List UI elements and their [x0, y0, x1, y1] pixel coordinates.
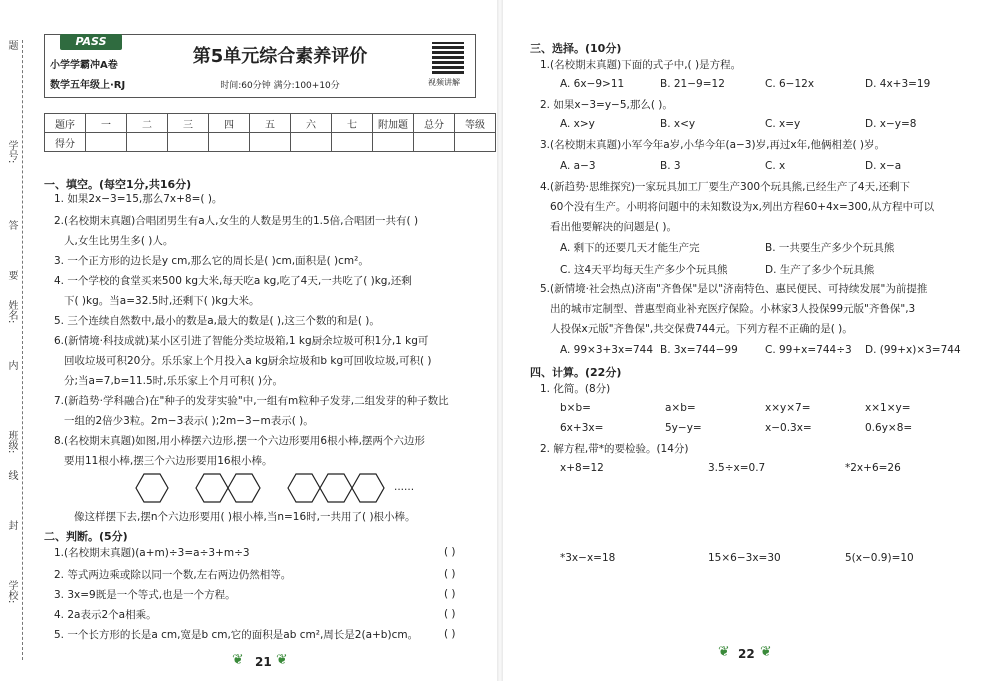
choice-option[interactable]: D. 4x+3=19	[865, 78, 931, 90]
fill-question: 7.(新趋势·学科融合)在"种子的发芽实验"中,一组有m粒种子发芽,二组发芽的种子数比	[54, 395, 449, 407]
table-cell: 四	[209, 114, 250, 133]
choice-question: 看出他要解决的问题是( )。	[550, 221, 678, 233]
answer-paren[interactable]: ( )	[444, 588, 456, 600]
score-input-cell[interactable]	[86, 133, 127, 152]
hexagon-1	[136, 474, 168, 502]
sub-heading-simplify: 1. 化简。(8分)	[540, 383, 611, 395]
answer-paren[interactable]: ( )	[444, 608, 456, 620]
choice-option[interactable]: B. 一共要生产多少个玩具熊	[765, 242, 895, 254]
qr-label: 视频讲解	[428, 78, 460, 87]
equation-item: x+8=12	[560, 462, 604, 474]
binding-seal-char: 答	[6, 220, 17, 230]
continuation-dots: ......	[394, 481, 415, 493]
hexagon-3a	[288, 474, 320, 502]
binding-school-label: 学校:	[6, 580, 17, 604]
binding-id-label: 学号:	[6, 140, 17, 164]
binding-seal-char: 要	[6, 270, 17, 280]
equation-item: 5(x−0.9)=10	[845, 552, 914, 564]
section-heading-judge: 二、判断。(5分)	[44, 530, 128, 543]
fill-question: 分;当a=7,b=11.5时,乐乐家上个月可积( )分。	[64, 375, 283, 387]
fill-question: 回收垃圾可积20分。乐乐家上个月投入a kg厨余垃圾和b kg可回收垃圾,可积( )	[64, 355, 432, 367]
hexagon-3c	[352, 474, 384, 502]
simplify-item: 0.6y×8=	[865, 422, 913, 434]
section-heading-calc: 四、计算。(22分)	[530, 366, 622, 379]
series-name: 小学学霸冲A卷	[50, 60, 118, 71]
table-cell: 总分	[414, 114, 455, 133]
fill-question: 人,女生比男生多( )人。	[64, 235, 174, 247]
table-cell: 二	[127, 114, 168, 133]
fill-question: 1. 如果2x−3=15,那么7x+8=( )。	[54, 193, 223, 205]
simplify-item: x×1×y=	[865, 402, 911, 414]
fill-question: 5. 三个连续自然数中,最小的数是a,最大的数是( ),这三个数的和是( )。	[54, 315, 380, 327]
score-table-header-row	[45, 114, 496, 133]
choice-question: 60个没有生产。小明将问题中的未知数设为x,列出方程60+4x=300,从方程中可以	[550, 201, 935, 213]
score-input-cell[interactable]	[373, 133, 414, 152]
score-input-cell[interactable]	[291, 133, 332, 152]
choice-option[interactable]: B. 3	[660, 160, 681, 172]
fill-question: 6.(新情境·科技成就)某小区引进了智能分类垃圾箱,1 kg厨余垃圾可积1分,1 kg可	[54, 335, 429, 347]
page-title: 第5单元综合素养评价	[192, 46, 368, 67]
choice-option[interactable]: A. 99×3+3x=744	[560, 344, 654, 356]
choice-option[interactable]: A. 6x−9>11	[560, 78, 625, 90]
score-input-cell[interactable]	[455, 133, 496, 152]
score-input-cell[interactable]	[209, 133, 250, 152]
binding-seal-char: 内	[6, 360, 17, 370]
simplify-item: a×b=	[665, 402, 696, 414]
hexagon-2a	[196, 474, 228, 502]
hexagon-figure	[130, 470, 430, 506]
leaf-icon: ❦	[760, 644, 772, 660]
binding-cut-line	[22, 40, 23, 660]
leaf-icon: ❦	[718, 644, 730, 660]
table-cell: 三	[168, 114, 209, 133]
right-page	[500, 0, 1000, 681]
page-number: 22	[738, 647, 755, 661]
answer-paren[interactable]: ( )	[444, 546, 456, 558]
simplify-item: x−0.3x=	[765, 422, 812, 434]
fill-question: 像这样摆下去,摆n个六边形要用( )根小棒,当n=16时,一共用了( )根小棒。	[74, 511, 416, 523]
choice-option[interactable]: D. 生产了多少个玩具熊	[765, 264, 875, 276]
choice-option[interactable]: B. x<y	[660, 118, 696, 130]
table-cell: 得分	[45, 133, 86, 152]
pass-logo: PASS	[60, 34, 122, 50]
score-input-cell[interactable]	[127, 133, 168, 152]
choice-option[interactable]: B. 21−9=12	[660, 78, 725, 90]
choice-option[interactable]: A. 剩下的还要几天才能生产完	[560, 242, 700, 254]
table-cell: 附加题	[373, 114, 414, 133]
fill-question: 8.(名校期末真题)如图,用小棒摆六边形,摆一个六边形要用6根小棒,摆两个六边形	[54, 435, 425, 447]
choice-question: 5.(新情境·社会热点)济南"齐鲁保"是以"济南特色、惠民便民、可持续发展"为前提推	[540, 283, 928, 295]
simplify-item: 5y−y=	[665, 422, 702, 434]
exam-info: 时间:60分钟 满分:100+10分	[220, 81, 340, 91]
choice-option[interactable]: D. x−y=8	[865, 118, 917, 130]
fill-question: 3. 一个正方形的边长是y cm,那么它的周长是( )cm,面积是( )cm²。	[54, 255, 369, 267]
choice-option[interactable]: C. 这4天平均每天生产多少个玩具熊	[560, 264, 728, 276]
answer-paren[interactable]: ( )	[444, 568, 456, 580]
score-input-cell[interactable]	[250, 133, 291, 152]
choice-option[interactable]: C. 99+x=744÷3	[765, 344, 852, 356]
equation-item: *2x+6=26	[845, 462, 901, 474]
choice-option[interactable]: D. x−a	[865, 160, 902, 172]
fill-question: 一组的2倍少3粒。2m−3表示( );2m−3−m表示( )。	[64, 415, 314, 427]
table-cell: 六	[291, 114, 332, 133]
section-heading-choice: 三、选择。(10分)	[530, 42, 622, 55]
simplify-item: b×b=	[560, 402, 591, 414]
binding-seal-char: 题	[6, 40, 17, 50]
choice-option[interactable]: A. x>y	[560, 118, 595, 130]
judge-question: 5. 一个长方形的长是a cm,宽是b cm,它的面积是ab cm²,周长是2(a+b)cm。	[54, 629, 419, 641]
score-table	[44, 113, 496, 152]
binding-seal-char: 线	[6, 470, 17, 480]
hexagon-2b	[228, 474, 260, 502]
choice-question: 3.(名校期末真题)小军今年a岁,小华今年(a−3)岁,再过x年,他俩相差( )岁。	[540, 139, 886, 151]
equation-item: 15×6−3x=30	[708, 552, 781, 564]
choice-question: 4.(新趋势·思维探究)一家玩具加工厂要生产300个玩具熊,已经生产了4天,还剩下	[540, 181, 910, 193]
fill-question: 下( )kg。当a=32.5时,还剩下( )kg大米。	[64, 295, 260, 307]
answer-paren[interactable]: ( )	[444, 628, 456, 640]
judge-question: 4. 2a表示2个a相乘。	[54, 609, 157, 621]
fill-question: 要用11根小棒,摆三个六边形要用16根小棒。	[64, 455, 273, 467]
equation-item: *3x−x=18	[560, 552, 616, 564]
choice-option[interactable]: A. a−3	[560, 160, 596, 172]
choice-option[interactable]: D. (99+x)×3=744	[865, 344, 961, 356]
score-input-cell[interactable]	[168, 133, 209, 152]
choice-option[interactable]: B. 3x=744−99	[660, 344, 738, 356]
binding-name-label: 姓名:	[6, 300, 17, 324]
choice-option[interactable]: C. 6−12x	[765, 78, 815, 90]
score-table-score-row	[45, 133, 496, 152]
equation-item: 3.5÷x=0.7	[708, 462, 766, 474]
score-input-cell[interactable]	[414, 133, 455, 152]
choice-option[interactable]: C. x	[765, 160, 786, 172]
sub-heading-solve: 2. 解方程,带*的要检验。(14分)	[540, 443, 689, 455]
table-cell: 五	[250, 114, 291, 133]
choice-question: 1.(名校期末真题)下面的式子中,( )是方程。	[540, 59, 742, 71]
qr-code-icon[interactable]	[432, 42, 464, 74]
choice-option[interactable]: C. x=y	[765, 118, 801, 130]
table-cell: 七	[332, 114, 373, 133]
section-heading-fill: 一、填空。(每空1分,共16分)	[44, 178, 192, 191]
choice-question: 2. 如果x−3=y−5,那么( )。	[540, 99, 673, 111]
binding-class-label: 班级:	[6, 430, 17, 454]
page-number: 21	[255, 655, 272, 669]
simplify-item: x×y×7=	[765, 402, 811, 414]
grade-label: 数学五年级上·RJ	[50, 80, 126, 91]
table-cell: 题序	[45, 114, 86, 133]
judge-question: 3. 3x=9既是一个等式,也是一个方程。	[54, 589, 236, 601]
fill-question: 2.(名校期末真题)合唱团男生有a人,女生的人数是男生的1.5倍,合唱团一共有( )	[54, 215, 419, 227]
choice-question: 出的城市定制型、普惠型商业补充医疗保险。小林家3人投保99元版"齐鲁保",3	[550, 303, 916, 315]
table-cell: 等级	[455, 114, 496, 133]
choice-question: 人投保x元版"齐鲁保",共交保费744元。下列方程不正确的是( )。	[550, 323, 853, 335]
score-input-cell[interactable]	[332, 133, 373, 152]
table-cell: 一	[86, 114, 127, 133]
leaf-icon: ❦	[232, 652, 244, 668]
fill-question: 4. 一个学校的食堂买来500 kg大米,每天吃a kg,吃了4天,一共吃了( )kg,还剩	[54, 275, 412, 287]
simplify-item: 6x+3x=	[560, 422, 604, 434]
binding-seal-char: 封	[6, 520, 17, 530]
hexagon-3b	[320, 474, 352, 502]
judge-question: 2. 等式两边乘或除以同一个数,左右两边仍然相等。	[54, 569, 292, 581]
leaf-icon: ❦	[276, 652, 288, 668]
judge-question: 1.(名校期末真题)(a+m)÷3=a÷3+m÷3	[54, 547, 250, 559]
